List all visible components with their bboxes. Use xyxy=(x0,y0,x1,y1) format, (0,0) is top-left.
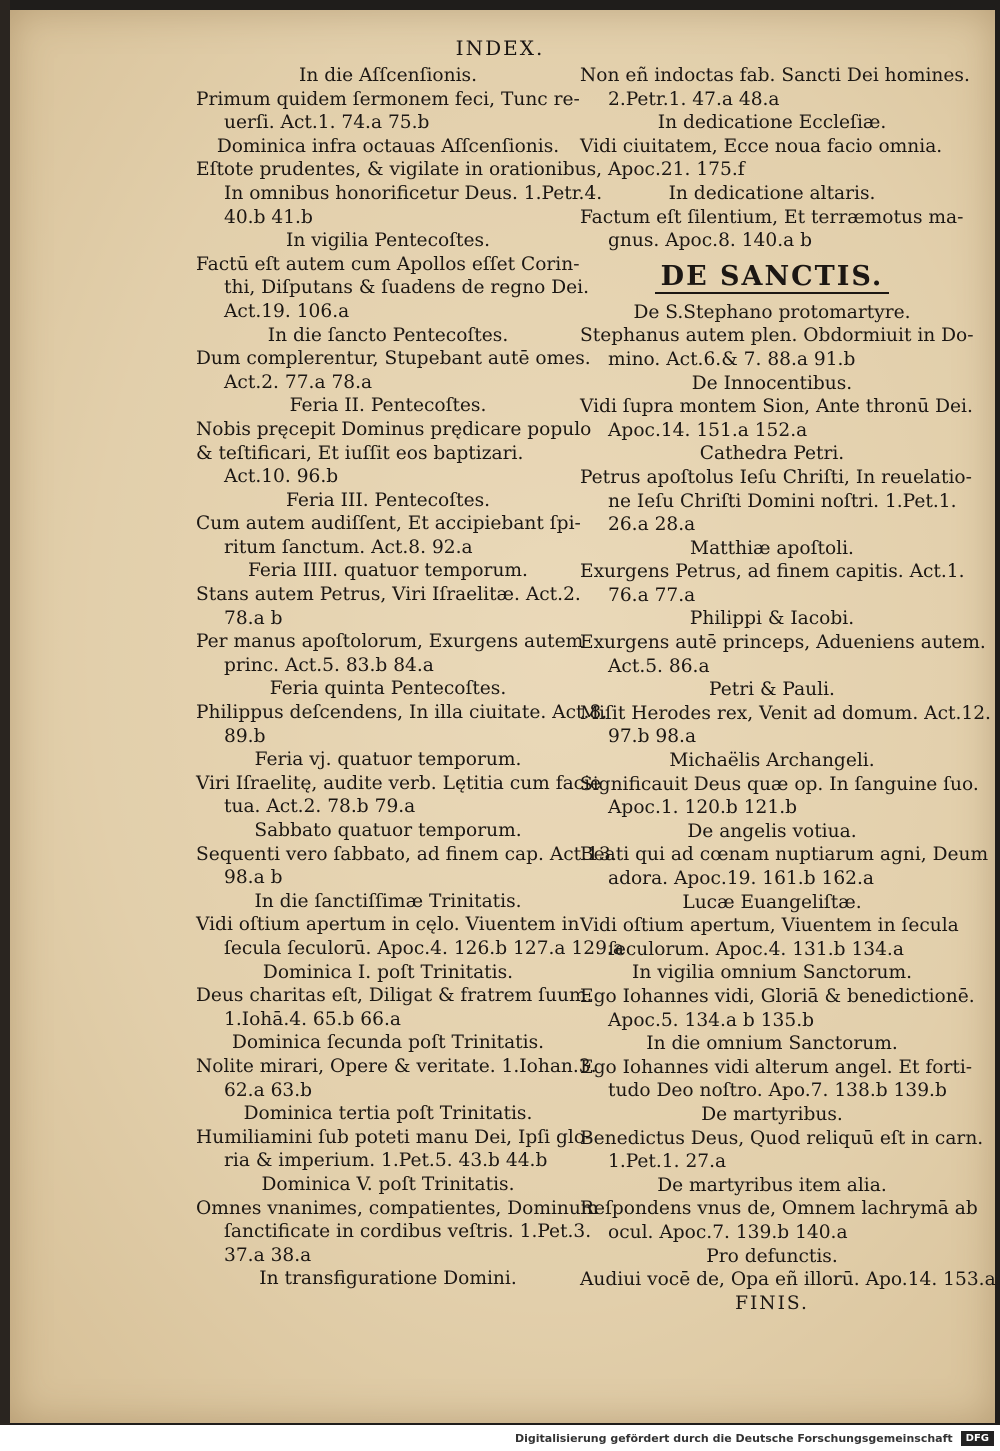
index-heading: In vigilia Pentecoſtes. xyxy=(286,230,490,252)
index-entry-line: ria & imperium. 1.Pet.5. 43.b 44.b xyxy=(224,1150,548,1172)
index-entry-line: ne Ieſu Chriſti Domini noſtri. 1.Pet.1. xyxy=(608,490,957,512)
index-entry-line: Humiliamini ſub poteti manu Dei, Ipſi glo- xyxy=(196,1126,592,1148)
index-heading: Feria II. Pentecoſtes. xyxy=(289,395,487,417)
section-heading-text: DE SANCTIS. xyxy=(655,261,890,294)
index-heading: In die Aſſcenſionis. xyxy=(299,65,477,86)
index-heading: De martyribus item alia. xyxy=(657,1174,887,1196)
index-entry-line: Act.19. 106.a xyxy=(224,300,350,322)
index-heading: Lucæ Euangeliſtæ. xyxy=(682,891,862,913)
index-entry-line: thi, Diſputans & ſuadens de regno Dei. xyxy=(224,277,590,299)
index-heading: Feria IIII. quatuor temporum. xyxy=(248,560,528,582)
index-entry-line: Primum quidem ſermonem feci, Tunc re- xyxy=(196,88,580,110)
right-column xyxy=(580,64,996,1315)
index-entry-line: Apoc.14. 151.a 152.a xyxy=(608,419,808,441)
index-entry-line: Petrus apoſtolus Ieſu Chriſti, In reuelatio- xyxy=(580,466,972,488)
digitization-footer xyxy=(0,1425,1000,1451)
index-entry-line: ſeculorum. Apoc.4. 131.b 134.a xyxy=(608,938,904,960)
index-entry-line: Philippus deſcendens, In illa ciuitate. Act.8. xyxy=(196,702,608,724)
index-entry-line: Apoc.1. 120.b 121.b xyxy=(608,797,798,819)
index-entry-line: Deus charitas eſt, Diligat & fratrem ſuum. xyxy=(196,985,593,1007)
index-heading: Petri & Pauli. xyxy=(709,679,835,701)
index-heading: De S.Stephano protomartyre. xyxy=(633,301,911,323)
index-heading: In vigilia omnium Sanctorum. xyxy=(632,962,912,984)
index-entry-line: 97.b 98.a xyxy=(608,726,697,748)
index-heading: Dominica ſecunda poſt Trinitatis. xyxy=(231,1032,545,1054)
index-heading: De Innocentibus. xyxy=(691,372,853,394)
index-heading: In transfiguratione Domini. xyxy=(259,1268,517,1290)
index-entry-line: Viri Iſraelitę, audite verb. Lętitia cum facie xyxy=(196,772,602,794)
index-entry-line: Omnes vnanimes, compatientes, Dominum xyxy=(196,1197,599,1219)
right-column-top xyxy=(580,64,970,253)
index-entry-line: Vidi oſtium apertum in cęlo. Viuentem in xyxy=(196,914,580,936)
index-entry-line: Beati qui ad cœnam nuptiarum agni, Deum xyxy=(580,844,989,866)
index-entry-line: Factum eſt ſilentium, Et terræmotus ma- xyxy=(580,206,964,228)
index-heading: Cathedra Petri. xyxy=(699,443,845,465)
index-entry-line: Reſpondens vnus de, Omnem lachrymā ab xyxy=(580,1198,978,1220)
index-heading: In die ſanctiſſimæ Trinitatis. xyxy=(254,890,522,912)
index-entry-line: Nolite mirari, Opere & veritate. 1.Iohan.3. xyxy=(196,1055,597,1077)
index-entry-line: Act.2. 77.a 78.a xyxy=(224,371,373,393)
right-column-bottom xyxy=(580,301,996,1292)
index-entry-line: In omnibus honorificetur Deus. 1.Petr.4. xyxy=(224,182,603,204)
index-heading: Sabbato quatuor temporum. xyxy=(254,820,522,841)
index-entry-line: Benedictus Deus, Quod reliquū eſt in carn. xyxy=(580,1127,984,1149)
index-heading: In dedicatione altaris. xyxy=(668,182,876,204)
index-entry-line: Significauit Deus quæ op. In ſanguine ſuo. xyxy=(580,773,979,795)
index-entry-line: Audiui vocē de, Opa eñ illorū. Apo.14. 153.a xyxy=(580,1269,996,1291)
index-entry-line: princ. Act.5. 83.b 84.a xyxy=(224,654,434,676)
index-heading: Dominica tertia poſt Trinitatis. xyxy=(243,1103,533,1125)
index-entry-line: Act.5. 86.a xyxy=(608,655,710,677)
index-entry-line: ſanctificate in cordibus veſtris. 1.Pet.3. xyxy=(224,1221,592,1243)
index-entry-line: 78.a b xyxy=(224,607,283,629)
index-entry-line: Exurgens autē princeps, Adueniens autem. xyxy=(580,632,986,654)
index-entry-line: Miſit Herodes rex, Venit ad domum. Act.12. xyxy=(580,702,991,724)
index-entry-line: Nobis pręcepit Dominus prędicare populo xyxy=(196,418,592,440)
index-entry-line: Ego Iohannes vidi, Gloriā & benedictionē. xyxy=(580,985,975,1007)
index-heading: Feria III. Pentecoſtes. xyxy=(285,489,491,511)
index-heading: In die omnium Sanctorum. xyxy=(646,1033,898,1055)
index-entry-line: adora. Apoc.19. 161.b 162.a xyxy=(608,868,875,889)
index-entry-line: Vidi oſtium apertum, Viuentem in ſecula xyxy=(580,915,959,937)
index-entry-line: 2.Petr.1. 47.a 48.a xyxy=(608,88,780,110)
index-entry-line: ritum ſanctum. Act.8. 92.a xyxy=(224,536,473,558)
index-entry-line: mino. Act.6.& 7. 88.a 91.b xyxy=(608,348,856,370)
index-entry-line: Exurgens Petrus, ad finem capitis. Act.1. xyxy=(580,561,965,583)
index-entry-line: gnus. Apoc.8. 140.a b xyxy=(608,230,813,252)
index-entry-line: 98.a b xyxy=(224,867,283,889)
index-heading: In die ſancto Pentecoſtes. xyxy=(267,324,509,346)
index-entry-line: Act.10. 96.b xyxy=(224,466,339,488)
index-heading: Matthiæ apoſtoli. xyxy=(690,537,854,559)
index-entry-line: Vidi ſupra montem Sion, Ante thronū Dei. xyxy=(580,396,973,418)
index-heading: Pro defunctis. xyxy=(706,1245,838,1267)
index-entry-line: 1.Iohā.4. 65.b 66.a xyxy=(224,1008,401,1030)
index-entry-line: Apoc.5. 134.a b 135.b xyxy=(608,1009,815,1031)
index-heading: Feria quinta Pentecoſtes. xyxy=(269,678,507,700)
index-entry-line: Sequenti vero ſabbato, ad finem cap. Act.13. xyxy=(196,843,617,865)
page-left-edge xyxy=(0,0,10,1451)
dfg-logo: DFG xyxy=(961,1431,994,1446)
index-entry-line: 76.a 77.a xyxy=(608,584,696,606)
footer-text: Digitalisierung gefördert durch die Deutsche Forschungsgemeinschaft xyxy=(514,1431,953,1445)
index-entry-line: 62.a 63.b xyxy=(224,1079,313,1101)
index-heading: De martyribus. xyxy=(701,1103,843,1125)
index-entry-line: Vidi ciuitatem, Ecce noua facio omnia. xyxy=(580,135,943,157)
index-entry-line: Non eñ indoctas fab. Sancti Dei homines. xyxy=(580,65,970,86)
index-entry-line: Factū eſt autem cum Apollos eſſet Corin- xyxy=(196,253,580,275)
index-heading: De angelis votiua. xyxy=(687,820,857,842)
index-entry-line: Cum autem audiſſent, Et accipiebant ſpi- xyxy=(196,513,581,535)
index-heading: Philippi & Iacobi. xyxy=(689,608,855,630)
index-entry-line: ocul. Apoc.7. 139.b 140.a xyxy=(608,1221,848,1243)
index-entry-line: Eſtote prudentes, & vigilate in orationibus, xyxy=(196,159,603,181)
index-heading: Dominica V. poſt Trinitatis. xyxy=(261,1173,515,1195)
index-entry-line: 37.a 38.a xyxy=(224,1244,312,1266)
index-entry-line: tua. Act.2. 78.b 79.a xyxy=(224,796,416,818)
index-entry-line: & teſtificari, Et iuſſit eos baptizari. xyxy=(196,442,524,464)
index-heading: In dedicatione Eccleſiæ. xyxy=(657,112,887,134)
index-heading: Feria vj. quatuor temporum. xyxy=(254,749,522,771)
index-entry-line: 26.a 28.a xyxy=(608,514,696,536)
finis: FINIS. xyxy=(735,1292,809,1314)
index-entry-line: Stans autem Petrus, Viri Iſraelitæ. Act.2. xyxy=(196,584,581,606)
index-entry-line: uerſi. Act.1. 74.a 75.b xyxy=(224,112,430,134)
index-entry-line: Ego Iohannes vidi alterum angel. Et forti- xyxy=(580,1056,973,1078)
section-heading xyxy=(580,255,964,299)
index-entry-line: 1.Pet.1. 27.a xyxy=(608,1151,727,1173)
index-entry-line: Apoc.21. 175.f xyxy=(608,159,745,181)
index-entry-line: tudo Deo noſtro. Apo.7. 138.b 139.b xyxy=(608,1080,947,1102)
left-column xyxy=(196,64,624,1291)
index-heading: Michaëlis Archangeli. xyxy=(669,750,875,772)
index-entry-line: Per manus apoſtolorum, Exurgens autem xyxy=(196,631,584,653)
index-entry-line: Dum complerentur, Stupebant autē omes. xyxy=(196,348,591,370)
index-entry-line: 40.b 41.b xyxy=(224,206,313,228)
index-heading: Dominica infra octauas Aſſcenſionis. xyxy=(216,135,560,157)
index-entry-line: ſecula ſeculorū. Apoc.4. 126.b 127.a 129.a xyxy=(224,937,624,959)
running-title: INDEX. xyxy=(455,36,545,60)
index-heading: Dominica I. poſt Trinitatis. xyxy=(262,961,514,983)
index-entry-line: 89.b xyxy=(224,725,266,747)
index-entry-line: Stephanus autem plen. Obdormiuit in Do- xyxy=(580,325,974,347)
